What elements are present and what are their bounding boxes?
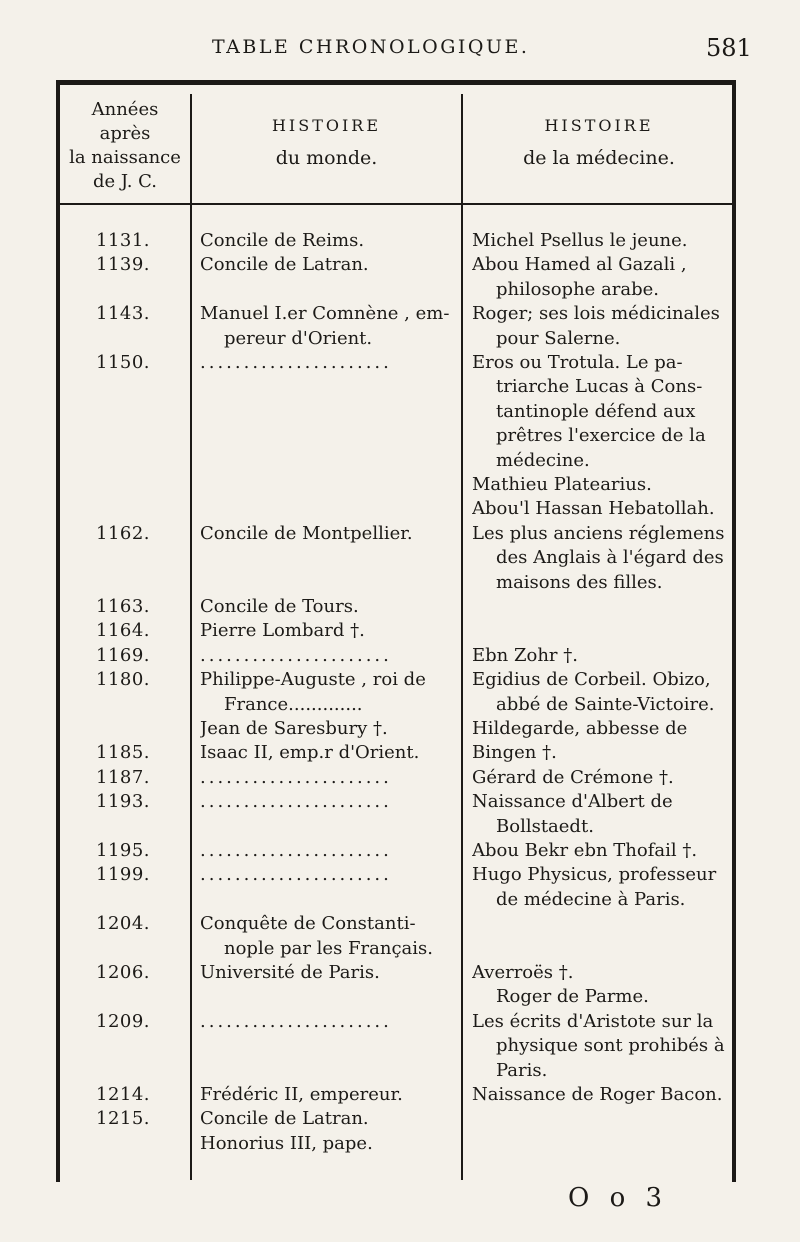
world-history-cell bbox=[200, 741, 458, 765]
cell-line: Naissance d'Albert de bbox=[472, 791, 673, 813]
year-cell: 1163. bbox=[96, 596, 151, 617]
medicine-history-cell bbox=[472, 253, 732, 302]
years-header-line: après bbox=[99, 123, 151, 144]
world-history-cell bbox=[200, 351, 458, 375]
cell-line: abbé de Sainte-Victoire. bbox=[496, 693, 715, 715]
cell-line: Concile de Tours. bbox=[200, 596, 359, 617]
header-rule bbox=[60, 203, 732, 205]
table-row bbox=[0, 595, 800, 619]
year-cell: 1209. bbox=[96, 1010, 151, 1032]
page-header bbox=[0, 34, 800, 70]
cell-line: Jean de Saresbury †. bbox=[200, 717, 388, 739]
world-history-cell bbox=[200, 595, 458, 619]
cell-line: Bollstaedt. bbox=[496, 815, 594, 837]
world-history-cell bbox=[200, 1083, 458, 1107]
world-history-cell bbox=[200, 766, 458, 790]
year-cell: 1185. bbox=[96, 742, 151, 764]
cell-line: ...................... bbox=[200, 766, 392, 788]
cell-line: Concile de Montpellier. bbox=[200, 522, 413, 544]
running-title: TABLE CHRONOLOGIQUE. bbox=[212, 36, 530, 58]
years-header-line: la naissance bbox=[69, 147, 181, 168]
world-history-cell bbox=[200, 302, 458, 351]
cell-line: ...................... bbox=[200, 352, 392, 373]
year-cell: 1199. bbox=[96, 864, 151, 886]
medicine-history-cell bbox=[472, 1083, 732, 1107]
table-row bbox=[0, 619, 800, 643]
table-row bbox=[0, 668, 800, 741]
table-row bbox=[0, 302, 800, 351]
medicine-history-cell bbox=[472, 302, 732, 351]
years-column-header bbox=[62, 98, 188, 194]
world-history-cell bbox=[200, 1107, 458, 1156]
page-number: 581 bbox=[706, 34, 752, 62]
cell-line: Isaac II, emp.r d'Orient. bbox=[200, 742, 420, 764]
year-cell: 1180. bbox=[96, 669, 151, 691]
world-history-cell bbox=[200, 961, 458, 985]
cell-line: France............. bbox=[224, 693, 363, 715]
cell-line: Manuel I.er Comnène , em- bbox=[200, 303, 450, 325]
medicine-history-cell bbox=[472, 766, 732, 790]
medicine-history-cell bbox=[472, 863, 732, 912]
medicine-history-cell bbox=[472, 351, 732, 522]
world-history-cell bbox=[200, 839, 458, 863]
cell-line: Bingen †. bbox=[472, 742, 557, 764]
world-header-caps: HISTOIRE bbox=[271, 116, 382, 135]
year-cell: 1195. bbox=[96, 840, 151, 861]
cell-line: physique sont prohibés à bbox=[496, 1035, 725, 1057]
world-history-cell bbox=[200, 229, 458, 253]
year-cell: 1214. bbox=[96, 1084, 151, 1105]
cell-line: Abou'l Hassan Hebatollah. bbox=[472, 498, 715, 520]
cell-line: prêtres l'exercice de la bbox=[496, 425, 706, 447]
cell-line: Roger de Parme. bbox=[496, 986, 649, 1008]
cell-line: Naissance de Roger Bacon. bbox=[472, 1084, 723, 1105]
table-row bbox=[0, 522, 800, 595]
world-history-cell bbox=[200, 912, 458, 961]
medicine-history-cell bbox=[472, 790, 732, 839]
year-cell: 1187. bbox=[96, 766, 151, 788]
table-row bbox=[0, 253, 800, 302]
world-history-cell bbox=[200, 619, 458, 643]
cell-line: Michel Psellus le jeune. bbox=[472, 230, 688, 251]
table-row bbox=[0, 351, 800, 522]
cell-line: Eros ou Trotula. Le pa- bbox=[472, 352, 683, 373]
table-row bbox=[0, 741, 800, 765]
years-header-line: Années bbox=[91, 99, 159, 120]
cell-line: Université de Paris. bbox=[200, 962, 380, 983]
cell-line: tantinople défend aux bbox=[496, 400, 696, 422]
world-history-cell bbox=[200, 863, 458, 887]
cell-line: médecine. bbox=[496, 449, 590, 471]
cell-line: Roger; ses lois médicinales bbox=[472, 303, 720, 325]
year-cell: 1164. bbox=[96, 620, 151, 642]
medicine-history-header bbox=[466, 116, 732, 169]
cell-line: ...................... bbox=[200, 1010, 392, 1032]
year-cell: 1131. bbox=[96, 230, 151, 251]
cell-line: maisons des filles. bbox=[496, 571, 663, 593]
cell-line: Ebn Zohr †. bbox=[472, 644, 578, 666]
cell-line: ...................... bbox=[200, 644, 392, 666]
cell-line: nople par les Français. bbox=[224, 937, 433, 959]
table-row bbox=[0, 766, 800, 790]
medicine-history-cell bbox=[472, 741, 732, 765]
world-history-cell bbox=[200, 253, 458, 277]
year-cell: 1215. bbox=[96, 1108, 151, 1130]
medicine-history-cell bbox=[472, 961, 732, 1010]
table-row bbox=[0, 790, 800, 839]
world-history-cell bbox=[200, 790, 458, 814]
cell-line: Frédéric II, empereur. bbox=[200, 1084, 403, 1105]
cell-line: de médecine à Paris. bbox=[496, 888, 686, 910]
cell-line: ...................... bbox=[200, 840, 392, 861]
world-history-cell bbox=[200, 668, 458, 741]
cell-line: philosophe arabe. bbox=[496, 278, 659, 300]
world-history-cell bbox=[200, 522, 458, 546]
table-row bbox=[0, 644, 800, 668]
cell-line: Philippe-Auguste , roi de bbox=[200, 669, 426, 691]
table-row bbox=[0, 1107, 800, 1156]
medicine-header-sub: de la médecine. bbox=[523, 147, 675, 169]
year-cell: 1162. bbox=[96, 522, 151, 544]
cell-line: Averroës †. bbox=[472, 962, 574, 983]
cell-line: Les écrits d'Aristote sur la bbox=[472, 1010, 714, 1032]
medicine-history-cell bbox=[472, 522, 732, 595]
year-cell: 1204. bbox=[96, 913, 151, 935]
cell-line: Hugo Physicus, professeur bbox=[472, 864, 717, 886]
table-row bbox=[0, 961, 800, 1010]
world-history-cell bbox=[200, 644, 458, 668]
year-cell: 1150. bbox=[96, 352, 151, 373]
table-row bbox=[0, 1010, 800, 1083]
cell-line: pereur d'Orient. bbox=[224, 327, 373, 349]
cell-line: pour Salerne. bbox=[496, 327, 621, 349]
cell-line: Paris. bbox=[496, 1059, 548, 1081]
cell-line: Hildegarde, abbesse de bbox=[472, 717, 688, 739]
cell-line: triarche Lucas à Cons- bbox=[496, 376, 703, 398]
medicine-history-cell bbox=[472, 839, 732, 863]
world-history-header bbox=[194, 116, 459, 169]
table-row bbox=[0, 912, 800, 961]
cell-line: ...................... bbox=[200, 791, 392, 813]
table-row bbox=[0, 863, 800, 912]
signature-mark: O o 3 bbox=[568, 1183, 669, 1213]
year-cell: 1143. bbox=[96, 303, 151, 325]
cell-line: Les plus anciens réglemens bbox=[472, 522, 725, 544]
medicine-history-cell bbox=[472, 668, 732, 741]
medicine-history-cell bbox=[472, 1010, 732, 1083]
cell-line: Abou Hamed al Gazali , bbox=[472, 254, 687, 276]
year-cell: 1169. bbox=[96, 644, 151, 666]
table-row bbox=[0, 229, 800, 253]
cell-line: Conquête de Constanti- bbox=[200, 913, 416, 935]
table-row bbox=[0, 1083, 800, 1107]
cell-line: Abou Bekr ebn Thofail †. bbox=[472, 840, 698, 861]
cell-line: Concile de Reims. bbox=[200, 230, 365, 251]
table-row bbox=[0, 839, 800, 863]
cell-line: Concile de Latran. bbox=[200, 1108, 369, 1130]
cell-line: Mathieu Platearius. bbox=[472, 473, 652, 495]
year-cell: 1206. bbox=[96, 962, 151, 983]
cell-line: Honorius III, pape. bbox=[200, 1132, 373, 1154]
cell-line: ...................... bbox=[200, 864, 392, 886]
years-header-line: de J. C. bbox=[92, 171, 157, 192]
year-cell: 1193. bbox=[96, 791, 151, 813]
year-cell: 1139. bbox=[96, 254, 151, 276]
world-header-sub: du monde. bbox=[275, 147, 378, 169]
medicine-header-caps: HISTOIRE bbox=[544, 116, 654, 135]
cell-line: des Anglais à l'égard des bbox=[496, 547, 724, 569]
cell-line: Egidius de Corbeil. Obizo, bbox=[472, 669, 711, 691]
cell-line: Gérard de Crémone †. bbox=[472, 766, 674, 788]
cell-line: Concile de Latran. bbox=[200, 254, 369, 276]
medicine-history-cell bbox=[472, 644, 732, 668]
medicine-history-cell bbox=[472, 229, 732, 253]
world-history-cell bbox=[200, 1010, 458, 1034]
cell-line: Pierre Lombard †. bbox=[200, 620, 365, 642]
